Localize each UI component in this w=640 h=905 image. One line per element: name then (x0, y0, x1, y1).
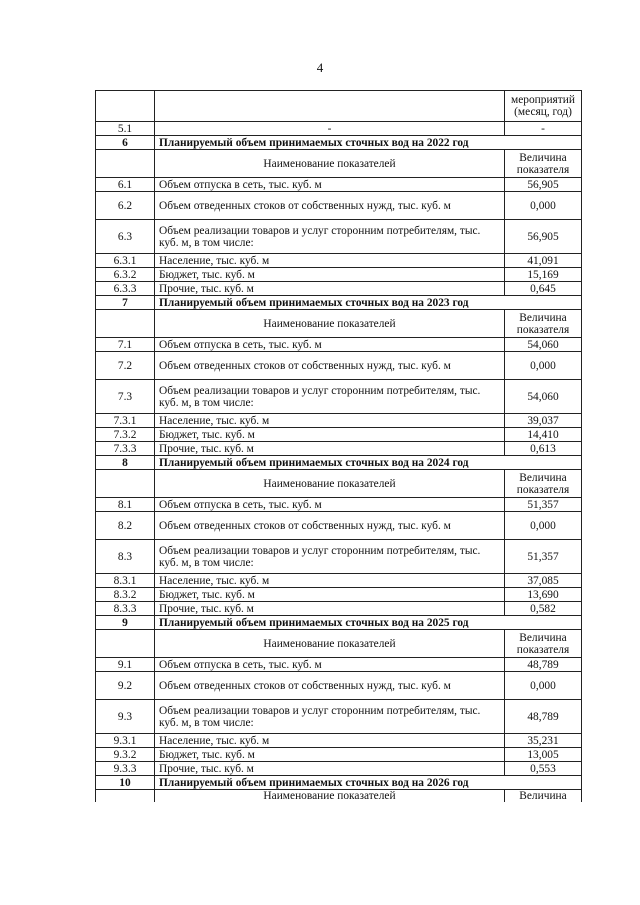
row-label: Население, тыс. куб. м (155, 254, 505, 268)
row-value: 0,000 (505, 352, 582, 380)
row-label: Объем отпуска в сеть, тыс. куб. м (155, 658, 505, 672)
row-label: Бюджет, тыс. куб. м (155, 268, 505, 282)
row-number: 7.1 (96, 338, 155, 352)
row-label: Объем отпуска в сеть, тыс. куб. м (155, 498, 505, 512)
wastewater-volume-table (95, 90, 582, 802)
row-number: 7.3.3 (96, 442, 155, 456)
row-number: 9.2 (96, 672, 155, 700)
row-number: 5.1 (96, 122, 155, 136)
table-row (96, 498, 582, 512)
row-label: - (155, 122, 505, 136)
table-row (96, 414, 582, 428)
table-row (96, 268, 582, 282)
section-title-row (96, 136, 582, 150)
section-number: 8 (96, 456, 155, 470)
section-title-row (96, 776, 582, 790)
table-row (96, 700, 582, 734)
table-row (96, 748, 582, 762)
row-value: 37,085 (505, 574, 582, 588)
section-number: 6 (96, 136, 155, 150)
row-number: 9.3.3 (96, 762, 155, 776)
header-label: Наименование показателей (155, 150, 505, 178)
table-row-5-1 (96, 122, 582, 136)
header-empty (96, 310, 155, 338)
table-row (96, 512, 582, 540)
row-label: Объем отведенных стоков от собственных нужд, тыс. куб. м (155, 512, 505, 540)
table-row (96, 220, 582, 254)
row-label: Население, тыс. куб. м (155, 734, 505, 748)
row-value: 0,582 (505, 602, 582, 616)
row-number: 8.3.2 (96, 588, 155, 602)
row-label: Прочие, тыс. куб. м (155, 602, 505, 616)
row-number: 7.3 (96, 380, 155, 414)
table-row (96, 352, 582, 380)
row-label: Бюджет, тыс. куб. м (155, 428, 505, 442)
row-label: Население, тыс. куб. м (155, 574, 505, 588)
row-label: Прочие, тыс. куб. м (155, 762, 505, 776)
header-value: Величина показателя (505, 630, 582, 658)
table-row (96, 282, 582, 296)
row-label: Бюджет, тыс. куб. м (155, 588, 505, 602)
row-number: 6.3 (96, 220, 155, 254)
header-label: Наименование показателей (155, 790, 505, 803)
row-value: 54,060 (505, 380, 582, 414)
row-value: 0,000 (505, 512, 582, 540)
section-number: 9 (96, 616, 155, 630)
table-row (96, 254, 582, 268)
row-value: 48,789 (505, 700, 582, 734)
row-label: Объем реализации товаров и услуг сторонним потребителям, тыс. куб. м, в том числе: (155, 540, 505, 574)
row-value: 0,613 (505, 442, 582, 456)
row-label: Объем отведенных стоков от собственных нужд, тыс. куб. м (155, 352, 505, 380)
table-row (96, 588, 582, 602)
row-value: 39,037 (505, 414, 582, 428)
row-number: 9.3.2 (96, 748, 155, 762)
section-header-row (96, 630, 582, 658)
table-row (96, 540, 582, 574)
header-empty (96, 790, 155, 803)
table-row (96, 442, 582, 456)
row-label: Объем реализации товаров и услуг сторонним потребителям, тыс. куб. м, в том числе: (155, 220, 505, 254)
row-label: Объем отведенных стоков от собственных нужд, тыс. куб. м (155, 672, 505, 700)
section-header-row (96, 470, 582, 498)
row-value: 15,169 (505, 268, 582, 282)
section-number: 10 (96, 776, 155, 790)
table-row (96, 178, 582, 192)
row-number: 6.1 (96, 178, 155, 192)
row-number: 6.3.3 (96, 282, 155, 296)
header-empty (96, 470, 155, 498)
row-value: - (505, 122, 582, 136)
row-value: 13,690 (505, 588, 582, 602)
row-value: 0,000 (505, 192, 582, 220)
row-value: 56,905 (505, 178, 582, 192)
section-title: Планируемый объем принимаемых сточных вод на 2022 год (155, 136, 582, 150)
table-row (96, 672, 582, 700)
row-value: 48,789 (505, 658, 582, 672)
table-row (96, 658, 582, 672)
row-number: 8.3.1 (96, 574, 155, 588)
header-label: Наименование показателей (155, 470, 505, 498)
row-number: 8.3.3 (96, 602, 155, 616)
row-label: Объем реализации товаров и услуг сторонним потребителям, тыс. куб. м, в том числе: (155, 380, 505, 414)
row-value: 51,357 (505, 498, 582, 512)
row-number: 8.3 (96, 540, 155, 574)
header-value: Величина показателя (505, 310, 582, 338)
row-label: Объем отпуска в сеть, тыс. куб. м (155, 338, 505, 352)
table-row (96, 192, 582, 220)
section-title: Планируемый объем принимаемых сточных вод на 2025 год (155, 616, 582, 630)
section-title: Планируемый объем принимаемых сточных вод на 2026 год (155, 776, 582, 790)
table-row (96, 602, 582, 616)
section-title-row (96, 296, 582, 310)
table-row (96, 380, 582, 414)
row-number: 9.3.1 (96, 734, 155, 748)
header-label: Наименование показателей (155, 310, 505, 338)
row-number: 6.2 (96, 192, 155, 220)
row-number: 7.2 (96, 352, 155, 380)
row-value: 35,231 (505, 734, 582, 748)
header-value: Величина (505, 790, 582, 803)
row-value: 14,410 (505, 428, 582, 442)
row-number: 9.3 (96, 700, 155, 734)
row-value: 13,005 (505, 748, 582, 762)
header-empty (96, 150, 155, 178)
row-label: Объем реализации товаров и услуг сторонним потребителям, тыс. куб. м, в том числе: (155, 700, 505, 734)
row-value: мероприятий (месяц, год) (505, 91, 582, 122)
row-number: 8.1 (96, 498, 155, 512)
row-number: 7.3.2 (96, 428, 155, 442)
header-value: Величина показателя (505, 150, 582, 178)
section-title-row (96, 616, 582, 630)
row-label: Объем отпуска в сеть, тыс. куб. м (155, 178, 505, 192)
row-label: Население, тыс. куб. м (155, 414, 505, 428)
section-title: Планируемый объем принимаемых сточных вод на 2024 год (155, 456, 582, 470)
section-header-row (96, 790, 582, 803)
row-number: 7.3.1 (96, 414, 155, 428)
section-title: Планируемый объем принимаемых сточных вод на 2023 год (155, 296, 582, 310)
table-row-continued-header (96, 91, 582, 122)
section-number: 7 (96, 296, 155, 310)
row-value: 0,553 (505, 762, 582, 776)
table-row (96, 428, 582, 442)
header-empty (96, 630, 155, 658)
row-value: 56,905 (505, 220, 582, 254)
table-row (96, 762, 582, 776)
row-label: Объем отведенных стоков от собственных нужд, тыс. куб. м (155, 192, 505, 220)
row-value: 0,000 (505, 672, 582, 700)
header-label: Наименование показателей (155, 630, 505, 658)
header-value: Величина показателя (505, 470, 582, 498)
row-number (96, 91, 155, 122)
row-number: 9.1 (96, 658, 155, 672)
row-label: Прочие, тыс. куб. м (155, 442, 505, 456)
page-number: 4 (316, 60, 324, 75)
row-number: 6.3.2 (96, 268, 155, 282)
row-value: 51,357 (505, 540, 582, 574)
table-row (96, 338, 582, 352)
row-label: Бюджет, тыс. куб. м (155, 748, 505, 762)
row-value: 54,060 (505, 338, 582, 352)
row-value: 41,091 (505, 254, 582, 268)
row-value: 0,645 (505, 282, 582, 296)
section-title-row (96, 456, 582, 470)
section-header-row (96, 310, 582, 338)
section-header-row (96, 150, 582, 178)
row-label: Прочие, тыс. куб. м (155, 282, 505, 296)
row-number: 6.3.1 (96, 254, 155, 268)
row-number: 8.2 (96, 512, 155, 540)
table-row (96, 734, 582, 748)
row-label (155, 91, 505, 122)
table-row (96, 574, 582, 588)
